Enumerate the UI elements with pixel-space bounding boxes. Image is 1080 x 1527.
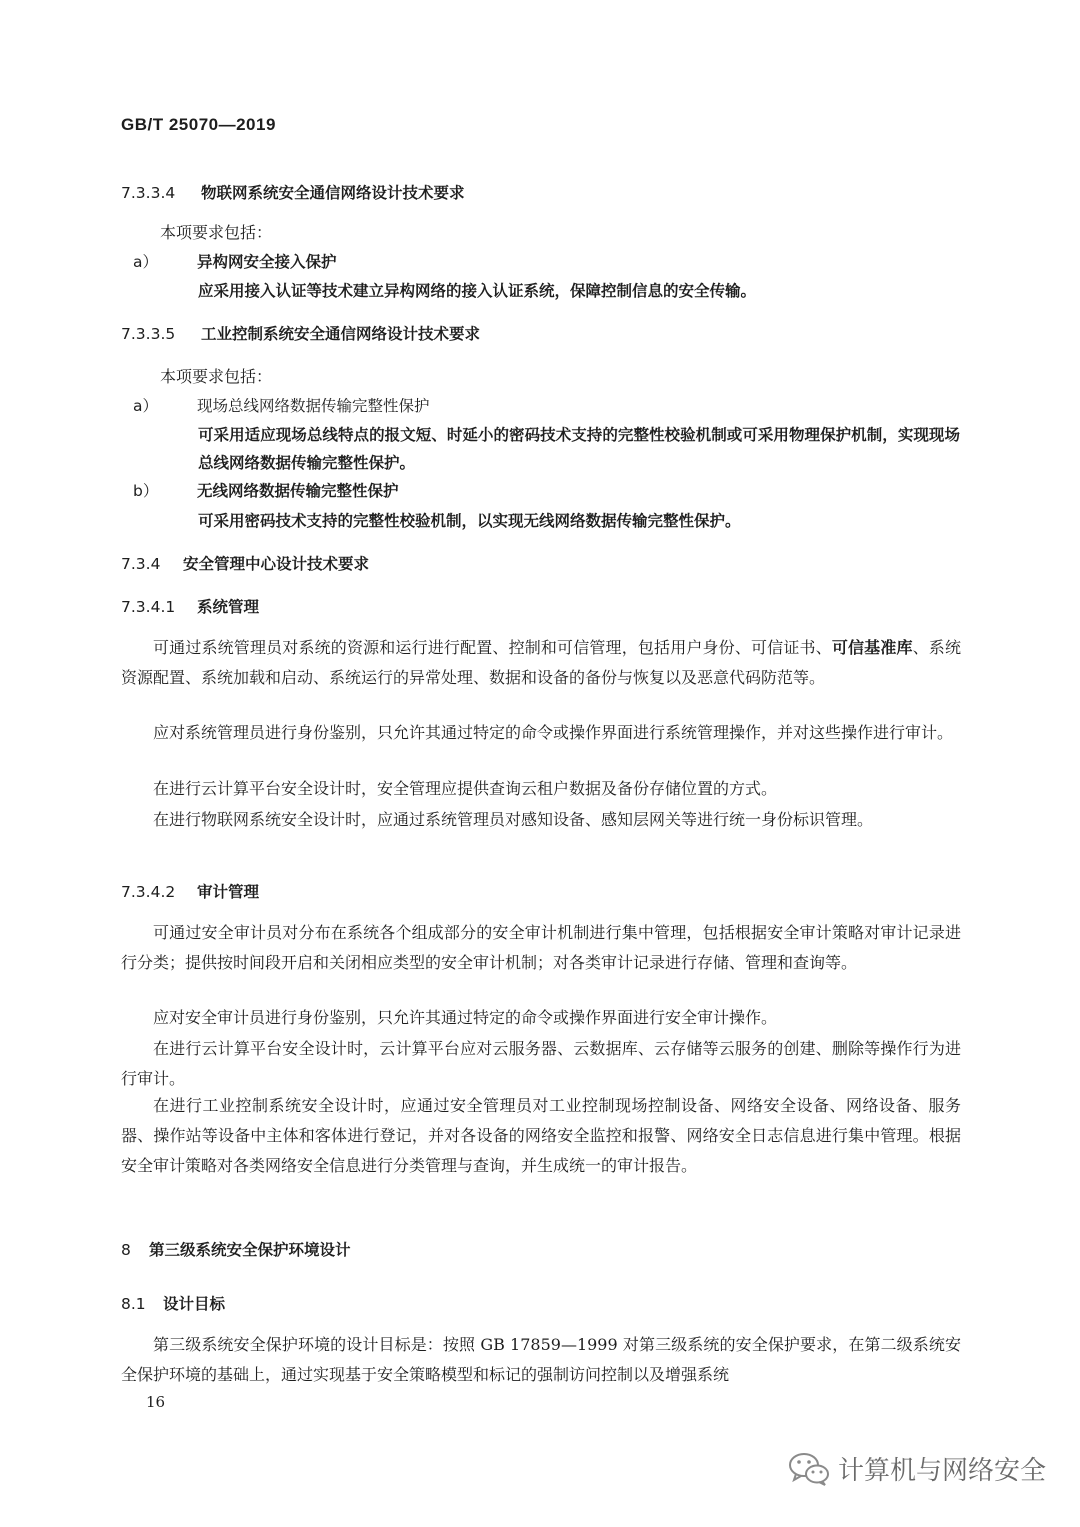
section-heading-7-3-3-5 xyxy=(121,322,480,344)
list-item xyxy=(133,250,337,272)
section-title: 工业控制系统安全通信网络设计技术要求 xyxy=(201,325,481,343)
list-item-text: 可采用密码技术支持的完整性校验机制，以实现无线网络数据传输完整性保护。 xyxy=(198,512,741,530)
standard-code: GB/T 25070—2019 xyxy=(121,115,276,134)
list-item-title: 现场总线网络数据传输完整性保护 xyxy=(197,397,430,415)
list-item xyxy=(133,479,399,501)
section-intro: 本项要求包括： xyxy=(160,367,273,386)
section-number: 7.3.4 xyxy=(121,555,161,573)
section-heading-8 xyxy=(121,1238,351,1260)
section-number: 7.3.3.4 xyxy=(121,184,176,202)
section-heading-7-3-4-2 xyxy=(121,880,259,902)
section-heading-7-3-4 xyxy=(121,552,369,574)
section-title: 审计管理 xyxy=(197,883,260,901)
page-number: 16 xyxy=(146,1393,166,1411)
list-marker: b） xyxy=(133,482,159,500)
list-item-text: 应采用接入认证等技术建立异构网络的接入认证系统，保障控制信息的安全传输。 xyxy=(198,282,757,300)
section-heading-8-1 xyxy=(121,1292,225,1314)
list-item-title: 无线网络数据传输完整性保护 xyxy=(197,482,399,500)
section-number: 7.3.4.1 xyxy=(121,598,176,616)
paragraph: 可通过安全审计员对分布在系统各个组成部分的安全审计机制进行集中管理，包括根据安全审计策略对审计记录进行分类；提供按时间段开启和关闭相应类型的安全审计机制；对各类审计记录进行存储、管理和查询等。 xyxy=(121,923,961,972)
section-title: 第三级系统安全保护环境设计 xyxy=(149,1241,351,1259)
paragraph xyxy=(121,633,961,693)
section-heading-7-3-3-4 xyxy=(121,181,465,203)
paragraph: 第三级系统安全保护环境的设计目标是：按照 GB 17859—1999 对第三级系统的安全保护要求，在第二级系统安全保护环境的基础上，通过实现基于安全策略模型和标记的强制访问控制以及增强系统 xyxy=(121,1335,961,1384)
section-number: 8 xyxy=(121,1241,131,1259)
paragraph-text: 、系统资源配置、系统加载和启动、系统运行的异常处理、数据和设备的备份与恢复以及恶意代码防范等。 xyxy=(121,638,961,687)
watermark-text: 计算机与网络安全 xyxy=(837,1456,1046,1486)
section-number: 7.3.4.2 xyxy=(121,883,176,901)
paragraph: 在进行云计算平台安全设计时，云计算平台应对云服务器、云数据库、云存储等云服务的创建、删除等操作行为进行审计。 xyxy=(121,1039,961,1088)
list-item-title: 异构网安全接入保护 xyxy=(197,253,337,271)
section-title: 物联网系统安全通信网络设计技术要求 xyxy=(201,184,465,202)
paragraph: 在进行物联网系统安全设计时，应通过系统管理员对感知设备、感知层网关等进行统一身份标识管理。 xyxy=(153,810,874,829)
list-item xyxy=(133,394,430,416)
watermark xyxy=(788,1450,1046,1487)
list-marker: a） xyxy=(133,253,158,271)
paragraph: 在进行云计算平台安全设计时，安全管理应提供查询云租户数据及备份存储位置的方式。 xyxy=(153,779,778,798)
section-heading-7-3-4-1 xyxy=(121,595,259,617)
section-number: 7.3.3.5 xyxy=(121,325,176,343)
paragraph: 在进行工业控制系统安全设计时，应通过安全管理员对工业控制现场控制设备、网络安全设备、网络设备、服务器、操作站等设备中主体和客体进行登记，并对各设备的网络安全监控和报警、网络安全日志信息进行集中管理。根据安全审计策略对各类网络安全信息进行分类管理与查询，并生成统一的审计报告。 xyxy=(121,1096,961,1175)
list-marker: a） xyxy=(133,397,158,415)
paragraph-emphasis: 可信基准库 xyxy=(831,638,913,657)
paragraph: 应对系统管理员进行身份鉴别，只允许其通过特定的命令或操作界面进行系统管理操作，并对这些操作进行审计。 xyxy=(153,723,954,742)
section-title: 系统管理 xyxy=(197,598,260,616)
section-title: 设计目标 xyxy=(163,1295,226,1313)
section-intro: 本项要求包括： xyxy=(160,223,273,242)
section-title: 安全管理中心设计技术要求 xyxy=(183,555,370,573)
paragraph: 应对安全审计员进行身份鉴别，只允许其通过特定的命令或操作界面进行安全审计操作。 xyxy=(153,1008,778,1027)
section-number: 8.1 xyxy=(121,1295,146,1313)
list-item-text: 可采用适应现场总线特点的报文短、时延小的密码技术支持的完整性校验机制或可采用物理保护机制，实现现场总线网络数据传输完整性保护。 xyxy=(198,426,960,472)
paragraph-text: 可通过系统管理员对系统的资源和运行进行配置、控制和可信管理，包括用户身份、可信证书、 xyxy=(153,638,832,657)
wechat-icon xyxy=(788,1451,830,1487)
